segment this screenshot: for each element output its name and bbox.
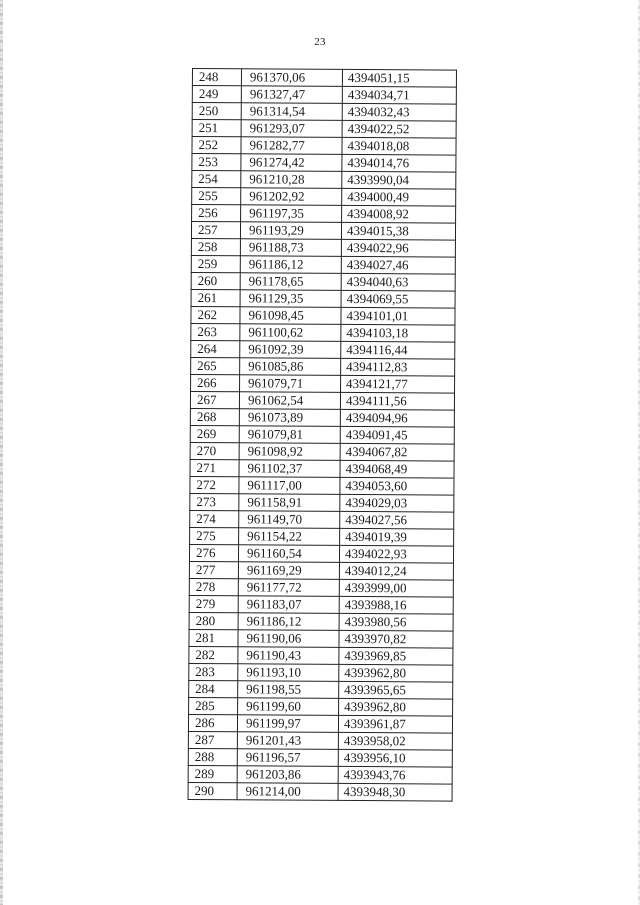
x-coordinate-cell: 961327,47 [241,86,342,104]
x-coordinate-cell: 961154,22 [239,528,340,546]
y-coordinate-cell: 4394029,03 [340,494,454,512]
x-coordinate-cell: 961193,29 [240,222,341,240]
point-number-cell: 257 [191,222,240,239]
x-coordinate-cell: 961062,54 [239,392,340,410]
y-coordinate-cell: 4393999,00 [339,579,453,597]
table-row [192,188,456,207]
x-coordinate-cell: 961160,54 [238,545,339,563]
y-coordinate-cell: 4394121,77 [341,375,455,393]
table-row [191,238,455,257]
point-number-cell: 274 [190,510,239,527]
y-coordinate-cell: 4394069,55 [341,290,455,308]
y-coordinate-cell: 4394034,71 [342,86,456,104]
y-coordinate-cell: 4393970,82 [339,630,453,648]
y-coordinate-cell: 4393990,04 [342,171,456,189]
y-coordinate-cell: 4393943,76 [338,766,452,784]
point-number-cell: 272 [190,476,239,493]
y-coordinate-cell: 4393962,80 [339,698,453,716]
x-coordinate-cell: 961190,06 [238,630,339,648]
table-row [189,680,453,699]
point-number-cell: 279 [189,595,238,612]
y-coordinate-cell: 4394015,38 [341,222,455,240]
x-coordinate-cell: 961198,55 [238,681,339,699]
point-number-cell: 282 [189,646,238,663]
table-row [192,137,456,156]
point-number-cell: 270 [190,442,239,459]
table-row [191,272,455,291]
point-number-cell: 261 [191,289,240,306]
point-number-cell: 259 [191,255,240,272]
y-coordinate-cell: 4394018,08 [342,137,456,155]
page-number: 23 [314,36,326,48]
y-coordinate-cell: 4394022,52 [342,120,456,138]
y-coordinate-cell: 4394101,01 [341,307,455,325]
point-number-cell: 283 [189,663,238,680]
y-coordinate-cell: 4394111,56 [340,392,454,410]
table-row [190,493,454,512]
point-number-cell: 286 [188,714,237,731]
table-row [190,425,454,444]
y-coordinate-cell: 4394000,49 [342,188,456,206]
table-row [192,86,456,105]
point-number-cell: 264 [191,340,240,357]
x-coordinate-cell: 961098,92 [239,443,340,461]
y-coordinate-cell: 4394022,93 [339,545,453,563]
table-row [190,510,454,529]
x-coordinate-cell: 961102,37 [239,460,340,478]
table-row [189,629,453,648]
y-coordinate-cell: 4394027,46 [341,256,455,274]
point-number-cell: 256 [192,205,241,222]
x-coordinate-cell: 961188,73 [240,239,341,257]
table-row [190,391,454,410]
y-coordinate-cell: 4393965,65 [339,681,453,699]
x-coordinate-cell: 961210,28 [241,171,342,189]
point-number-cell: 289 [188,765,237,782]
table-row [189,697,453,716]
coordinates-table [188,68,457,802]
x-coordinate-cell: 961314,54 [241,103,342,121]
point-number-cell: 288 [188,748,237,765]
point-number-cell: 277 [189,561,238,578]
point-number-cell: 260 [191,272,240,289]
point-number-cell: 271 [190,459,239,476]
table-row [191,374,455,393]
y-coordinate-cell: 4393969,85 [339,647,453,665]
y-coordinate-cell: 4394027,56 [340,511,454,529]
y-coordinate-cell: 4394094,96 [340,409,454,427]
x-coordinate-cell: 961079,81 [239,426,340,444]
x-coordinate-cell: 961085,86 [240,358,341,376]
y-coordinate-cell: 4394053,60 [340,477,454,495]
point-number-cell: 253 [192,154,241,171]
table-row [188,748,452,767]
point-number-cell: 250 [192,103,241,120]
x-coordinate-cell: 961117,00 [239,477,340,495]
point-number-cell: 254 [192,171,241,188]
point-number-cell: 262 [191,306,240,323]
point-number-cell: 258 [191,238,240,255]
x-coordinate-cell: 961158,91 [239,494,340,512]
y-coordinate-cell: 4393980,56 [339,613,453,631]
table-row [192,205,456,224]
x-coordinate-cell: 961214,00 [237,783,338,801]
x-coordinate-cell: 961178,65 [240,273,341,291]
x-coordinate-cell: 961193,10 [238,664,339,682]
table-row [191,289,455,308]
table-row [189,561,453,580]
table-row [191,255,455,274]
table-row [189,578,453,597]
table-row [188,731,452,750]
x-coordinate-cell: 961274,42 [241,154,342,172]
table-row [192,154,456,173]
x-coordinate-cell: 961190,43 [238,647,339,665]
point-number-cell: 280 [189,612,238,629]
y-coordinate-cell: 4393948,30 [338,783,452,801]
y-coordinate-cell: 4393956,10 [338,749,452,767]
table-row [192,69,456,88]
y-coordinate-cell: 4394008,92 [342,205,456,223]
x-coordinate-cell: 961100,62 [240,324,341,342]
x-coordinate-cell: 961197,35 [241,205,342,223]
coordinates-table-body [188,69,456,802]
table-row [188,714,452,733]
x-coordinate-cell: 961169,29 [238,562,339,580]
point-number-cell: 265 [191,357,240,374]
point-number-cell: 290 [188,782,237,799]
x-coordinate-cell: 961202,92 [241,188,342,206]
x-coordinate-cell: 961199,97 [237,715,338,733]
y-coordinate-cell: 4394067,82 [340,443,454,461]
y-coordinate-cell: 4394040,63 [341,273,455,291]
y-coordinate-cell: 4394112,83 [341,358,455,376]
table-row [192,120,456,139]
y-coordinate-cell: 4394116,44 [341,341,455,359]
point-number-cell: 248 [192,69,241,86]
table-row [190,408,454,427]
x-coordinate-cell: 961293,07 [241,120,342,138]
y-coordinate-cell: 4393961,87 [338,715,452,733]
point-number-cell: 251 [192,120,241,137]
y-coordinate-cell: 4393958,02 [338,732,452,750]
point-number-cell: 273 [190,493,239,510]
table-row [191,323,455,342]
point-number-cell: 268 [190,408,239,425]
y-coordinate-cell: 4393962,80 [339,664,453,682]
table-row [191,222,455,241]
table-row [191,306,455,325]
table-row [192,103,456,122]
scan-edge-left [0,0,3,905]
x-coordinate-cell: 961149,70 [239,511,340,529]
x-coordinate-cell: 961199,60 [238,698,339,716]
table-row [188,782,452,801]
x-coordinate-cell: 961129,35 [240,290,341,308]
x-coordinate-cell: 961282,77 [241,137,342,155]
point-number-cell: 255 [192,188,241,205]
table-row [190,442,454,461]
x-coordinate-cell: 961186,12 [240,256,341,274]
x-coordinate-cell: 961079,71 [240,375,341,393]
table-row [190,476,454,495]
point-number-cell: 285 [189,697,238,714]
x-coordinate-cell: 961073,89 [239,409,340,427]
x-coordinate-cell: 961203,86 [237,766,338,784]
table-row [189,595,453,614]
table-row [191,357,455,376]
point-number-cell: 267 [190,391,239,408]
x-coordinate-cell: 961092,39 [240,341,341,359]
x-coordinate-cell: 961098,45 [240,307,341,325]
table-row [191,340,455,359]
y-coordinate-cell: 4394014,76 [342,154,456,172]
y-coordinate-cell: 4394051,15 [342,69,456,87]
point-number-cell: 266 [191,374,240,391]
table-row [189,663,453,682]
x-coordinate-cell: 961201,43 [237,732,338,750]
point-number-cell: 275 [190,527,239,544]
y-coordinate-cell: 4394019,39 [340,528,454,546]
point-number-cell: 269 [190,425,239,442]
y-coordinate-cell: 4393988,16 [339,596,453,614]
point-number-cell: 276 [189,544,238,561]
table-row [192,171,456,190]
point-number-cell: 284 [189,680,238,697]
point-number-cell: 281 [189,629,238,646]
point-number-cell: 287 [188,731,237,748]
table-row [188,765,452,784]
y-coordinate-cell: 4394103,18 [341,324,455,342]
point-number-cell: 252 [192,137,241,154]
y-coordinate-cell: 4394091,45 [340,426,454,444]
y-coordinate-cell: 4394012,24 [339,562,453,580]
point-number-cell: 263 [191,323,240,340]
table-row [190,459,454,478]
x-coordinate-cell: 961186,12 [238,613,339,631]
x-coordinate-cell: 961177,72 [238,579,339,597]
x-coordinate-cell: 961370,06 [241,69,342,87]
table-row [189,646,453,665]
table-row [190,527,454,546]
y-coordinate-cell: 4394068,49 [340,460,454,478]
point-number-cell: 249 [192,86,241,103]
table-row [189,544,453,563]
y-coordinate-cell: 4394032,43 [342,103,456,121]
y-coordinate-cell: 4394022,96 [341,239,455,257]
x-coordinate-cell: 961183,07 [238,596,339,614]
x-coordinate-cell: 961196,57 [237,749,338,767]
point-number-cell: 278 [189,578,238,595]
table-row [189,612,453,631]
